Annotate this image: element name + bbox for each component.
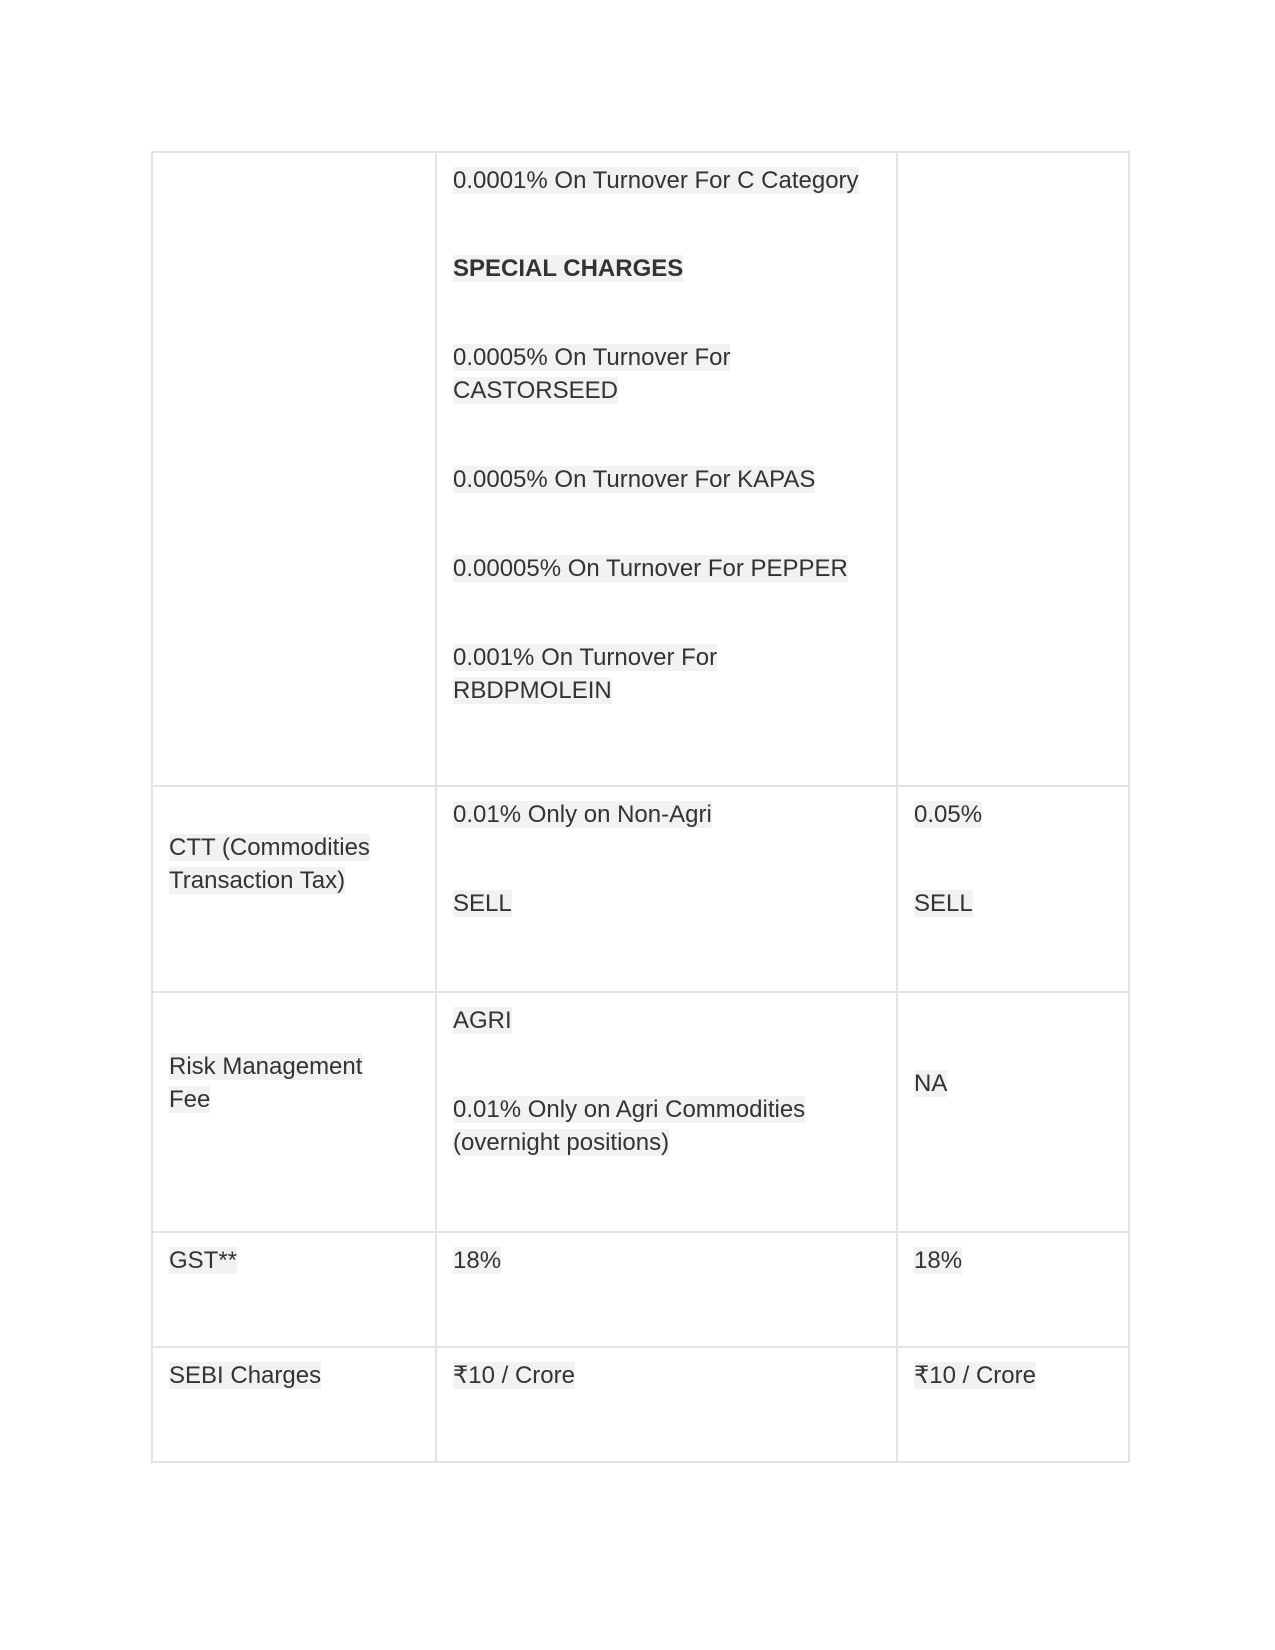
rbdpmolein-charge-line-1: 0.001% On Turnover For (453, 644, 718, 671)
kapas-charge: 0.0005% On Turnover For KAPAS (453, 466, 816, 493)
sebi-charge-alt: ₹10 / Crore (914, 1362, 1036, 1389)
pepper-charge: 0.00005% On Turnover For PEPPER (453, 555, 848, 582)
ctt-side: SELL (453, 890, 512, 917)
special-charges-heading: SPECIAL CHARGES (453, 255, 684, 282)
gst-rate-alt: 18% (914, 1247, 963, 1274)
rmf-rate-line-1: 0.01% Only on Agri Commodities (453, 1096, 806, 1123)
table-cell-sebi-value-alt (897, 1347, 1129, 1462)
c-category-charge: 0.0001% On Turnover For C Category (453, 167, 859, 194)
rmf-rate-line-2: (overnight positions) (453, 1129, 670, 1156)
gst-label: GST** (169, 1247, 238, 1274)
table-cell-rmf-value-alt (897, 992, 1129, 1232)
castorseed-charge-line-1: 0.0005% On Turnover For (453, 344, 731, 371)
gst-rate: 18% (453, 1247, 502, 1274)
table-cell-rmf-value (436, 992, 897, 1232)
ctt-side-alt: SELL (914, 890, 973, 917)
rmf-agri-heading: AGRI (453, 1007, 512, 1034)
table-row-sebi-charges (152, 1347, 1129, 1462)
table-cell-sebi-value (436, 1347, 897, 1462)
rmf-na: NA (914, 1070, 948, 1097)
table-cell-ctt-value-alt (897, 786, 1129, 992)
sebi-label: SEBI Charges (169, 1362, 322, 1389)
table-row-special-charges (152, 152, 1129, 786)
table-cell-empty (152, 152, 436, 786)
castorseed-charge-line-2: CASTORSEED (453, 377, 618, 404)
sebi-charge: ₹10 / Crore (453, 1362, 575, 1389)
table-cell-gst-value (436, 1232, 897, 1347)
table-cell-ctt-label (152, 786, 436, 992)
table-cell-empty (897, 152, 1129, 786)
table-row-gst (152, 1232, 1129, 1347)
ctt-rate-alt: 0.05% (914, 801, 983, 828)
rmf-label-line-1: Risk Management (169, 1053, 363, 1080)
table-cell-special-charges (436, 152, 897, 786)
table-cell-rmf-label (152, 992, 436, 1232)
ctt-label-line-1: CTT (Commodities (169, 834, 370, 861)
table-cell-gst-value-alt (897, 1232, 1129, 1347)
rmf-label-line-2: Fee (169, 1086, 211, 1113)
ctt-label-line-2: Transaction Tax) (169, 867, 346, 894)
table-row-ctt (152, 786, 1129, 992)
ctt-rate: 0.01% Only on Non-Agri (453, 801, 712, 828)
table-cell-sebi-label (152, 1347, 436, 1462)
table-cell-gst-label (152, 1232, 436, 1347)
table-row-risk-management-fee (152, 992, 1129, 1232)
table-cell-ctt-value (436, 786, 897, 992)
rbdpmolein-charge-line-2: RBDPMOLEIN (453, 677, 612, 704)
charges-table (151, 151, 1130, 1463)
